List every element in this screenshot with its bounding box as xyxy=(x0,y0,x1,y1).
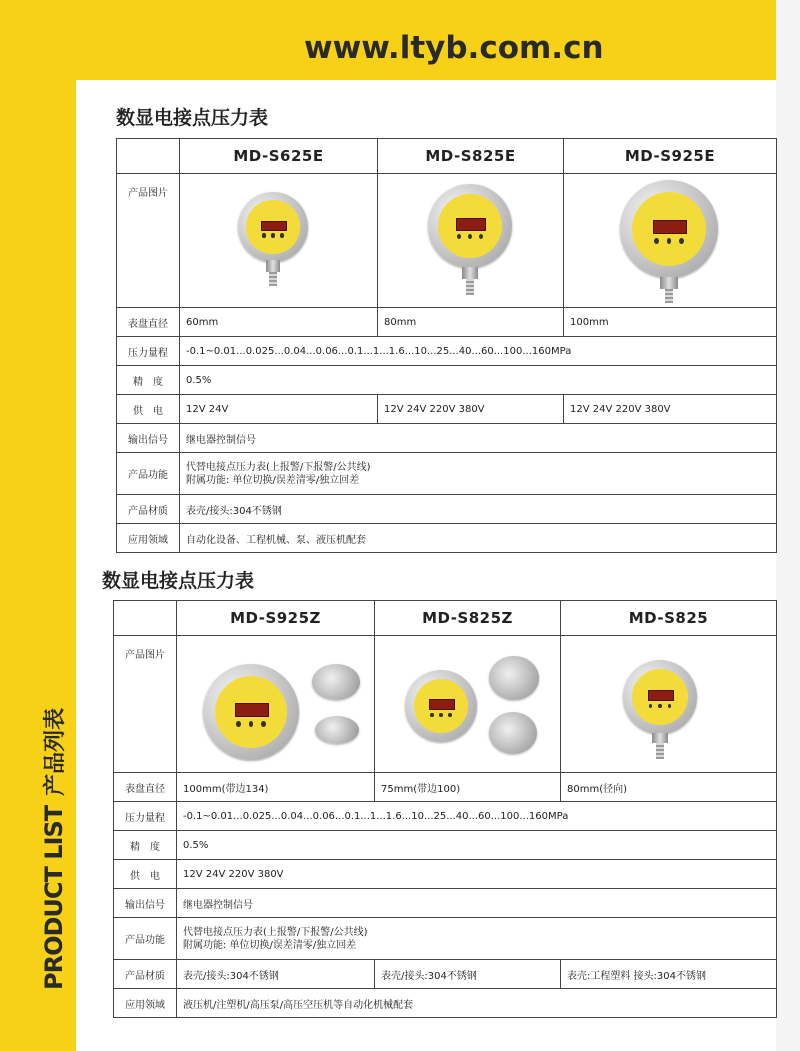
cell-function xyxy=(180,453,777,495)
row-label-material: 产品材质 xyxy=(114,960,177,989)
cell-material: 表壳/接头:304不锈钢 xyxy=(180,495,777,524)
row-label-output: 输出信号 xyxy=(117,424,180,453)
product-image-md-s825z xyxy=(375,636,561,773)
spec-table-1 xyxy=(116,138,777,553)
cell-application: 自动化设备、工程机械、泵、液压机配套 xyxy=(180,524,777,553)
cell-output: 继电器控制信号 xyxy=(177,889,777,918)
cell-power: 12V 24V 220V 380V xyxy=(564,395,777,424)
row-label-diameter: 表盘直径 xyxy=(117,308,180,337)
cell-material: 表壳/接头:304不锈钢 xyxy=(375,960,561,989)
gauge-image xyxy=(623,660,697,734)
accessory-image xyxy=(312,664,360,700)
cell-material: 表壳/接头:304不锈钢 xyxy=(177,960,375,989)
accessory-image xyxy=(489,656,539,700)
row-label-material: 产品材质 xyxy=(117,495,180,524)
row-label-output: 输出信号 xyxy=(114,889,177,918)
cell-accuracy: 0.5% xyxy=(180,366,777,395)
side-label-cn: 产品列表 xyxy=(43,707,68,796)
cell-application: 液压机/注塑机/高压泵/高压空压机等自动化机械配套 xyxy=(177,989,777,1018)
model-header: MD-S825E xyxy=(378,139,564,174)
row-label-picture: 产品图片 xyxy=(114,636,177,773)
row-label-accuracy: 精 度 xyxy=(117,366,180,395)
cell-diameter: 100mm(带边134) xyxy=(177,773,375,802)
cell-range: -0.1~0.01...0.025...0.04...0.06...0.1...1...1.6...10...25...40...60...100...160MPa xyxy=(177,802,777,831)
row-label-application: 应用领域 xyxy=(117,524,180,553)
side-label-en: PRODUCT LIST xyxy=(40,805,68,990)
row-label-range: 压力量程 xyxy=(117,337,180,366)
cell-power: 12V 24V 220V 380V xyxy=(177,860,777,889)
model-header: MD-S825Z xyxy=(375,601,561,636)
page-edge xyxy=(776,0,800,1051)
cell-power: 12V 24V 220V 380V xyxy=(378,395,564,424)
row-label-application: 应用领域 xyxy=(114,989,177,1018)
row-label-diameter: 表盘直径 xyxy=(114,773,177,802)
product-image-md-s625e xyxy=(180,174,378,308)
cell-output: 继电器控制信号 xyxy=(180,424,777,453)
cell-range: -0.1~0.01...0.025...0.04...0.06...0.1...1...1.6...10...25...40...60...100...160MPa xyxy=(180,337,777,366)
function-line-2: 附属功能: 单位切换/误差清零/独立回差 xyxy=(186,474,360,486)
gauge-image xyxy=(405,670,477,742)
row-label-power: 供 电 xyxy=(114,860,177,889)
product-image-md-s925e xyxy=(564,174,777,308)
model-header: MD-S925Z xyxy=(177,601,375,636)
row-label-accuracy: 精 度 xyxy=(114,831,177,860)
table-corner xyxy=(117,139,180,174)
accessory-image xyxy=(315,716,359,744)
row-label-power: 供 电 xyxy=(117,395,180,424)
product-image-md-s825 xyxy=(561,636,777,773)
function-line-1: 代替电接点压力表(上报警/下报警/公共线) xyxy=(186,461,371,473)
gauge-image xyxy=(203,664,299,760)
model-header: MD-S625E xyxy=(180,139,378,174)
cell-diameter: 60mm xyxy=(180,308,378,337)
cell-diameter: 80mm xyxy=(378,308,564,337)
product-image-md-s925z xyxy=(177,636,375,773)
cell-diameter: 100mm xyxy=(564,308,777,337)
cell-function xyxy=(177,918,777,960)
gauge-image xyxy=(620,180,718,278)
row-label-range: 压力量程 xyxy=(114,802,177,831)
website-url[interactable]: www.ltyb.com.cn xyxy=(304,30,604,66)
section-title-1: 数显电接点压力表 xyxy=(116,107,269,129)
cell-diameter: 75mm(带边100) xyxy=(375,773,561,802)
section-title-2: 数显电接点压力表 xyxy=(102,570,255,592)
cell-accuracy: 0.5% xyxy=(177,831,777,860)
spec-table-2 xyxy=(113,600,777,1018)
row-label-picture: 产品图片 xyxy=(117,174,180,308)
cell-diameter: 80mm(径向) xyxy=(561,773,777,802)
row-label-function: 产品功能 xyxy=(114,918,177,960)
model-header: MD-S925E xyxy=(564,139,777,174)
accessory-image xyxy=(489,712,537,754)
cell-material: 表壳:工程塑料 接头:304不锈钢 xyxy=(561,960,777,989)
table-corner xyxy=(114,601,177,636)
cell-power: 12V 24V xyxy=(180,395,378,424)
side-label xyxy=(38,708,69,990)
function-line-1: 代替电接点压力表(上报警/下报警/公共线) xyxy=(183,926,368,938)
function-line-2: 附属功能: 单位切换/误差清零/独立回差 xyxy=(183,939,357,951)
model-header: MD-S825 xyxy=(561,601,777,636)
row-label-function: 产品功能 xyxy=(117,453,180,495)
gauge-image xyxy=(428,184,512,268)
product-image-md-s825e xyxy=(378,174,564,308)
gauge-image xyxy=(238,192,308,262)
